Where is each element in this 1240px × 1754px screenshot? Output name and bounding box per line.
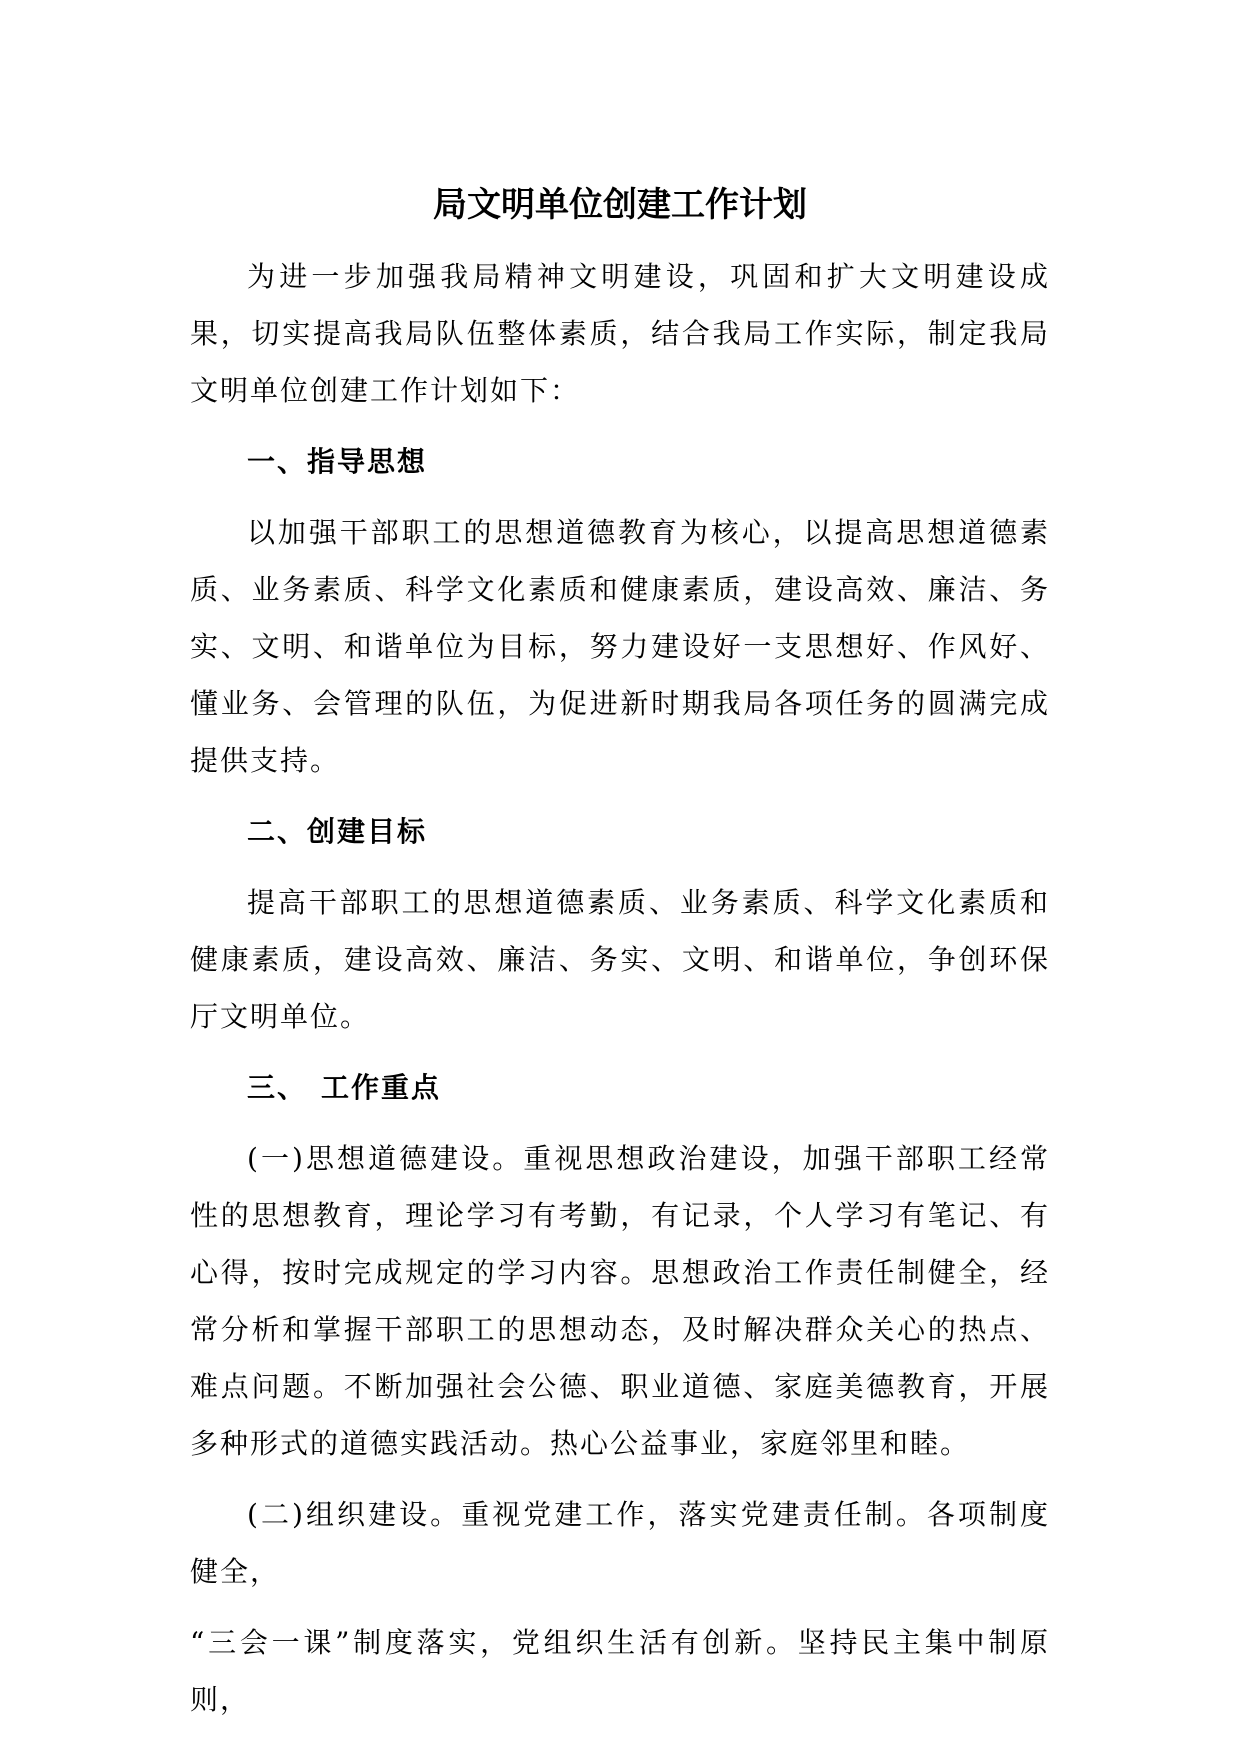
intro-paragraph: 为进一步加强我局精神文明建设，巩固和扩大文明建设成果，切实提高我局队伍整体素质，结合我局工作实际，制定我局文明单位创建工作计划如下： [190, 260, 1050, 407]
document-title: 局文明单位创建工作计划 [433, 185, 807, 225]
section-heading-text: 工作重点 [321, 1071, 442, 1104]
section-heading-work-focus [190, 1059, 1050, 1116]
section-paragraph-organization-continued: “三会一课”制度落实，党组织生活有创新。坚持民主集中制原则， [190, 1626, 1050, 1716]
section-paragraph-organization: (二)组织建设。重视党建工作，落实党建责任制。各项制度健全， [190, 1498, 1050, 1588]
section-heading-goals: 二、创建目标 [247, 815, 428, 848]
section-paragraph-ideological-moral: (一)思想道德建设。重视思想政治建设，加强干部职工经常性的思想教育，理论学习有考勤，有记录，个人学习有笔记、有心得，按时完成规定的学习内容。思想政治工作责任制健全，经常分析和掌握干部职工的思想动态，及时解决群众关心的热点、难点问题。不断加强社会公德、职业道德、家庭美德教育，开展多种形式的道德实践活动。热心公益事业，家庭邻里和睦。 [190, 1142, 1050, 1460]
section-paragraph-guiding-ideology: 以加强干部职工的思想道德教育为核心，以提高思想道德素质、业务素质、科学文化素质和健康素质，建设高效、廉洁、务实、文明、和谐单位为目标，努力建设好一支思想好、作风好、懂业务、会管理的队伍，为促进新时期我局各项任务的圆满完成提供支持。 [190, 516, 1050, 777]
document-body [190, 182, 1050, 1728]
section-heading-prefix: 三、 [247, 1071, 308, 1104]
section-paragraph-goals: 提高干部职工的思想道德素质、业务素质、科学文化素质和健康素质，建设高效、廉洁、务实、文明、和谐单位，争创环保厅文明单位。 [190, 886, 1050, 1033]
section-heading-guiding-ideology: 一、指导思想 [247, 445, 428, 478]
